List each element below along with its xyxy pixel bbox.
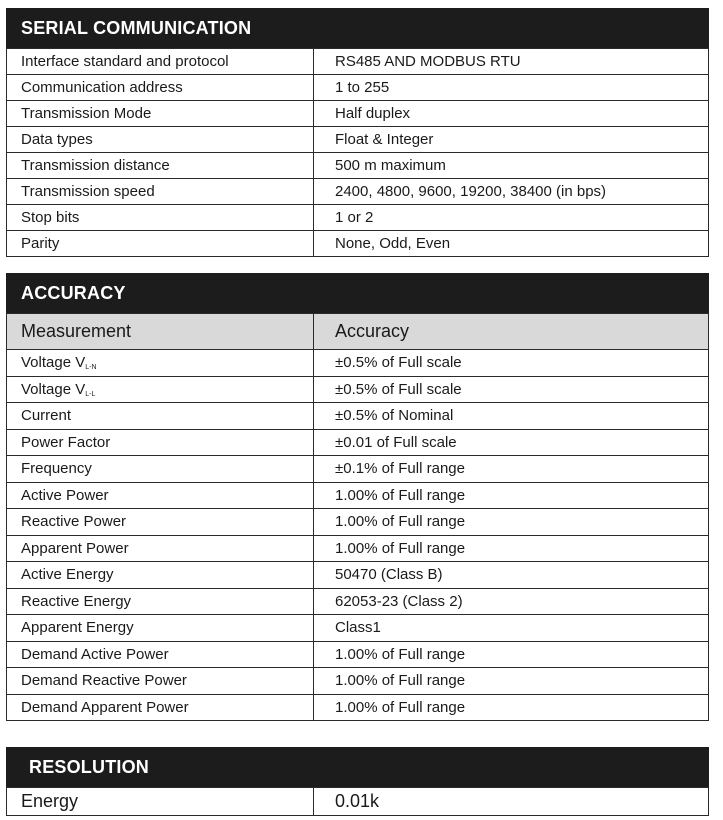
row-label	[7, 615, 314, 642]
row-label	[7, 588, 314, 615]
accuracy-row	[7, 403, 709, 430]
row-value: 62053-23 (Class 2)	[314, 588, 709, 615]
row-value: 0.01k	[314, 788, 709, 816]
accuracy-row	[7, 668, 709, 695]
accuracy-row	[7, 588, 709, 615]
row-label-text: Apparent Energy	[21, 619, 134, 637]
row-value: 1 to 255	[314, 75, 709, 101]
accuracy-row	[7, 694, 709, 721]
resolution-row	[7, 788, 709, 816]
row-label	[7, 509, 314, 536]
row-label-text: Interface standard and protocol	[21, 53, 229, 70]
row-value: 1 or 2	[314, 205, 709, 231]
row-label	[7, 127, 314, 153]
row-value: ±0.1% of Full range	[314, 456, 709, 483]
row-value: None, Odd, Even	[314, 231, 709, 257]
accuracy-row	[7, 456, 709, 483]
serial-communication-table	[6, 48, 709, 257]
accuracy-row	[7, 350, 709, 377]
accuracy-table	[6, 313, 709, 721]
row-value: 50470 (Class B)	[314, 562, 709, 589]
row-label	[7, 179, 314, 205]
serial-row	[7, 205, 709, 231]
row-label	[7, 153, 314, 179]
row-label-text: Energy	[21, 791, 79, 811]
row-label	[7, 403, 314, 430]
row-value: ±0.5% of Full scale	[314, 376, 709, 403]
resolution-section	[6, 747, 709, 816]
row-value: ±0.5% of Nominal	[314, 403, 709, 430]
accuracy-row	[7, 509, 709, 536]
row-label	[7, 49, 314, 75]
row-label-text: Transmission distance	[21, 157, 170, 174]
row-label-text: Apparent Power	[21, 539, 129, 557]
serial-communication-header: SERIAL COMMUNICATION	[6, 8, 709, 48]
row-label	[7, 231, 314, 257]
accuracy-column-header-row	[7, 314, 709, 350]
accuracy-row	[7, 641, 709, 668]
row-label-text: Demand Apparent Power	[21, 698, 189, 716]
accuracy-row	[7, 562, 709, 589]
resolution-table	[6, 787, 709, 816]
row-label	[7, 75, 314, 101]
row-label-text: Reactive Power	[21, 513, 127, 531]
column-header-measurement: Measurement	[7, 314, 314, 350]
column-header-accuracy: Accuracy	[314, 314, 709, 350]
row-label-text: Demand Active Power	[21, 645, 169, 663]
row-label-text: Transmission Mode	[21, 105, 152, 122]
accuracy-row	[7, 615, 709, 642]
row-label	[7, 350, 314, 377]
row-value: 500 m maximum	[314, 153, 709, 179]
row-label	[7, 535, 314, 562]
row-value: 1.00% of Full range	[314, 694, 709, 721]
row-label-subscript: L-L	[85, 390, 96, 398]
row-label	[7, 376, 314, 403]
row-label-text: Parity	[21, 235, 60, 252]
resolution-header: RESOLUTION	[6, 747, 709, 787]
serial-row	[7, 75, 709, 101]
serial-row	[7, 153, 709, 179]
row-value: 1.00% of Full range	[314, 535, 709, 562]
row-label	[7, 788, 314, 816]
row-label-text: Active Energy	[21, 566, 114, 584]
row-label-text: Frequency	[21, 460, 92, 478]
row-value: ±0.5% of Full scale	[314, 350, 709, 377]
row-label-text: Communication address	[21, 79, 183, 96]
row-value: 1.00% of Full range	[314, 641, 709, 668]
row-value: Half duplex	[314, 101, 709, 127]
row-label	[7, 456, 314, 483]
row-label	[7, 482, 314, 509]
row-label-text: Active Power	[21, 486, 109, 504]
serial-row	[7, 179, 709, 205]
accuracy-header: ACCURACY	[6, 273, 709, 313]
row-label-text: Current	[21, 407, 72, 425]
row-label-subscript: L-N	[85, 364, 97, 372]
row-label	[7, 641, 314, 668]
row-label-text: Demand Reactive Power	[21, 672, 187, 690]
row-value: 1.00% of Full range	[314, 668, 709, 695]
serial-communication-section	[6, 8, 709, 257]
row-label-text: Data types	[21, 131, 93, 148]
accuracy-row	[7, 535, 709, 562]
row-label	[7, 562, 314, 589]
row-value: 1.00% of Full range	[314, 482, 709, 509]
row-label	[7, 668, 314, 695]
row-value: RS485 AND MODBUS RTU	[314, 49, 709, 75]
row-label-text: Voltage V	[21, 380, 86, 398]
serial-row	[7, 101, 709, 127]
accuracy-row	[7, 482, 709, 509]
row-value: 1.00% of Full range	[314, 509, 709, 536]
row-label	[7, 694, 314, 721]
row-value: ±0.01 of Full scale	[314, 429, 709, 456]
row-label	[7, 205, 314, 231]
row-label-text: Power Factor	[21, 433, 111, 451]
serial-row	[7, 231, 709, 257]
row-label	[7, 101, 314, 127]
accuracy-section	[6, 273, 709, 721]
row-value: Class1	[314, 615, 709, 642]
row-label-text: Voltage V	[21, 354, 86, 372]
row-label-text: Stop bits	[21, 209, 80, 226]
row-label	[7, 429, 314, 456]
row-label-text: Transmission speed	[21, 183, 155, 200]
row-value: 2400, 4800, 9600, 19200, 38400 (in bps)	[314, 179, 709, 205]
row-value: Float & Integer	[314, 127, 709, 153]
serial-row	[7, 127, 709, 153]
accuracy-row	[7, 429, 709, 456]
accuracy-row	[7, 376, 709, 403]
row-label-text: Reactive Energy	[21, 592, 132, 610]
serial-row	[7, 49, 709, 75]
